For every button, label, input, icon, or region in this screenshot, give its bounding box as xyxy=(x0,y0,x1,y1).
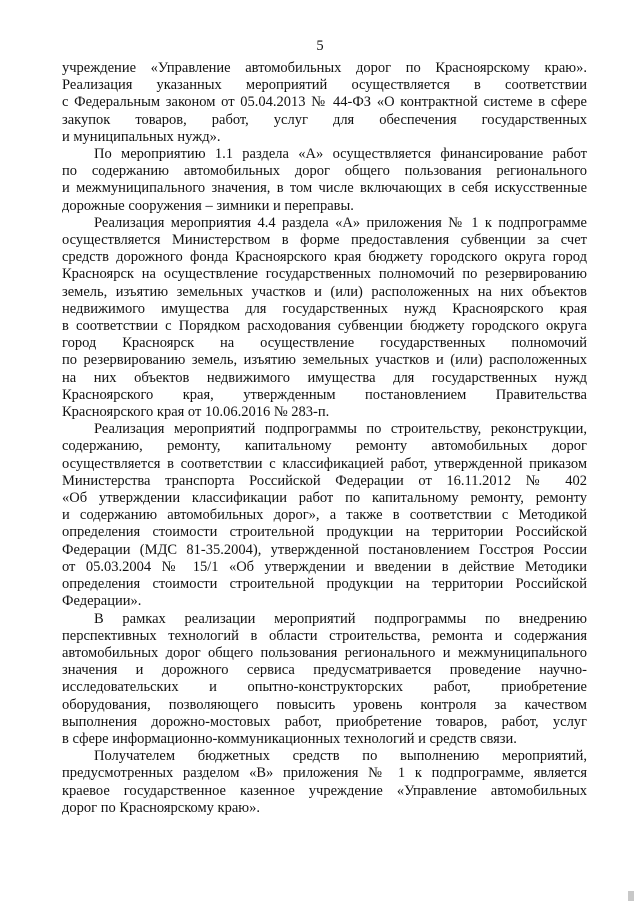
text-line: город Красноярск на осуществление государственных полномочий xyxy=(62,335,587,352)
text-line: содержанию, ремонту, капитальному ремонту автомобильных дорог xyxy=(62,438,587,455)
text-line: перспективных технологий в области строительства, ремонта и содержания xyxy=(62,627,587,644)
text-line: Федерации (МДС 81-35.2004), утвержденной постановлением Госстроя России xyxy=(62,541,587,558)
text-line: Министерства транспорта Российской Федерации от 16.11.2012 № 402 xyxy=(62,472,587,489)
text-line: дорожные сооружения – зимники и переправы. xyxy=(62,197,354,214)
text-line: По мероприятию 1.1 раздела «А» осуществляется финансирование работ xyxy=(94,146,587,163)
text-line: Реализация мероприятий подпрограммы по строительству, реконструкции, xyxy=(94,421,587,438)
scan-artifact xyxy=(628,891,634,901)
text-line: Получателем бюджетных средств по выполнению мероприятий, xyxy=(94,748,587,765)
text-line: недвижимого имущества для государственных нужд Красноярского края xyxy=(62,300,587,317)
text-line: дорог по Красноярскому краю». xyxy=(62,799,260,816)
page-number: 5 xyxy=(316,38,324,54)
text-line: В рамках реализации мероприятий подпрограммы по внедрению xyxy=(94,610,587,627)
text-line: и содержанию автомобильных дорог», а также в соответствии с Методикой xyxy=(62,507,587,524)
text-line: по резервированию земель, изъятию земельных участков и (или) расположенных xyxy=(62,352,587,369)
paragraph xyxy=(62,215,587,421)
paragraph xyxy=(62,611,587,749)
paragraph xyxy=(62,421,587,610)
text-line: Реализация указанных мероприятий осуществляется в соответствии xyxy=(62,77,587,94)
text-line: краевое государственное казенное учреждение «Управление автомобильных xyxy=(62,782,587,799)
paragraph xyxy=(62,60,587,146)
text-line: Реализация мероприятия 4.4 раздела «А» приложения № 1 к подпрограмме xyxy=(94,214,587,231)
text-line: Федерации». xyxy=(62,593,142,610)
text-line: осуществляется в соответствии с классификацией работ, утвержденной приказом xyxy=(62,455,587,472)
text-line: осуществляется Министерством в форме предоставления субвенции за счет xyxy=(62,232,587,249)
text-line: в соответствии с Порядком расходования субвенции бюджету городского округа xyxy=(62,318,587,335)
paragraph xyxy=(62,146,587,215)
text-line: по содержанию автомобильных дорог общего пользования регионального xyxy=(62,163,587,180)
text-line: выполнения дорожно-мостовых работ, приобретение товаров, работ, услуг xyxy=(62,713,587,730)
text-line: Красноярского края, утвержденным постановлением Правительства xyxy=(62,386,587,403)
text-line: определения стоимости строительной продукции на территории Российской xyxy=(62,576,587,593)
text-line: автомобильных дорог общего пользования регионального и межмуниципального xyxy=(62,644,587,661)
text-line: оборудования, позволяющего повысить уровень контроля за качеством xyxy=(62,696,587,713)
text-line: определения стоимости строительной продукции на территории Российской xyxy=(62,524,587,541)
text-line: в сфере информационно-коммуникационных технологий и средств связи. xyxy=(62,730,517,747)
paragraph xyxy=(62,748,587,817)
text-line: значения и дорожного сервиса предусматривается проведение научно- xyxy=(62,662,587,679)
text-line: средств дорожного фонда Красноярского края бюджету городского округа город xyxy=(62,249,587,266)
text-line: с Федеральным законом от 05.04.2013 № 44-ФЗ «О контрактной системе в сфере xyxy=(62,94,587,111)
text-line: учреждение «Управление автомобильных дорог по Красноярскому краю». xyxy=(62,60,587,76)
text-line: Красноярского края от 10.06.2016 № 283-п. xyxy=(62,404,330,421)
text-line: закупок товаров, работ, услуг для обеспечения государственных xyxy=(62,111,587,128)
text-line: «Об утверждении классификации работ по капитальному ремонту, ремонту xyxy=(62,490,587,507)
text-line: исследовательских и опытно-конструкторских работ, приобретение xyxy=(62,679,587,696)
document-body xyxy=(62,60,587,817)
text-line: земель, изъятию земельных участков и (или) расположенных на них объектов xyxy=(62,283,587,300)
text-line: предусмотренных разделом «В» приложения № 1 к подпрограмме, является xyxy=(62,765,587,782)
text-line: и муниципальных нужд». xyxy=(62,128,221,145)
text-line: на них объектов недвижимого имущества для государственных нужд xyxy=(62,369,587,386)
text-line: и межмуниципального значения, в том числе включающих в себя искусственные xyxy=(62,180,587,197)
text-line: от 05.03.2004 № 15/1 «Об утверждении и введении в действие Методики xyxy=(62,558,587,575)
text-line: Красноярск на осуществление государственных полномочий по резервированию xyxy=(62,266,587,283)
